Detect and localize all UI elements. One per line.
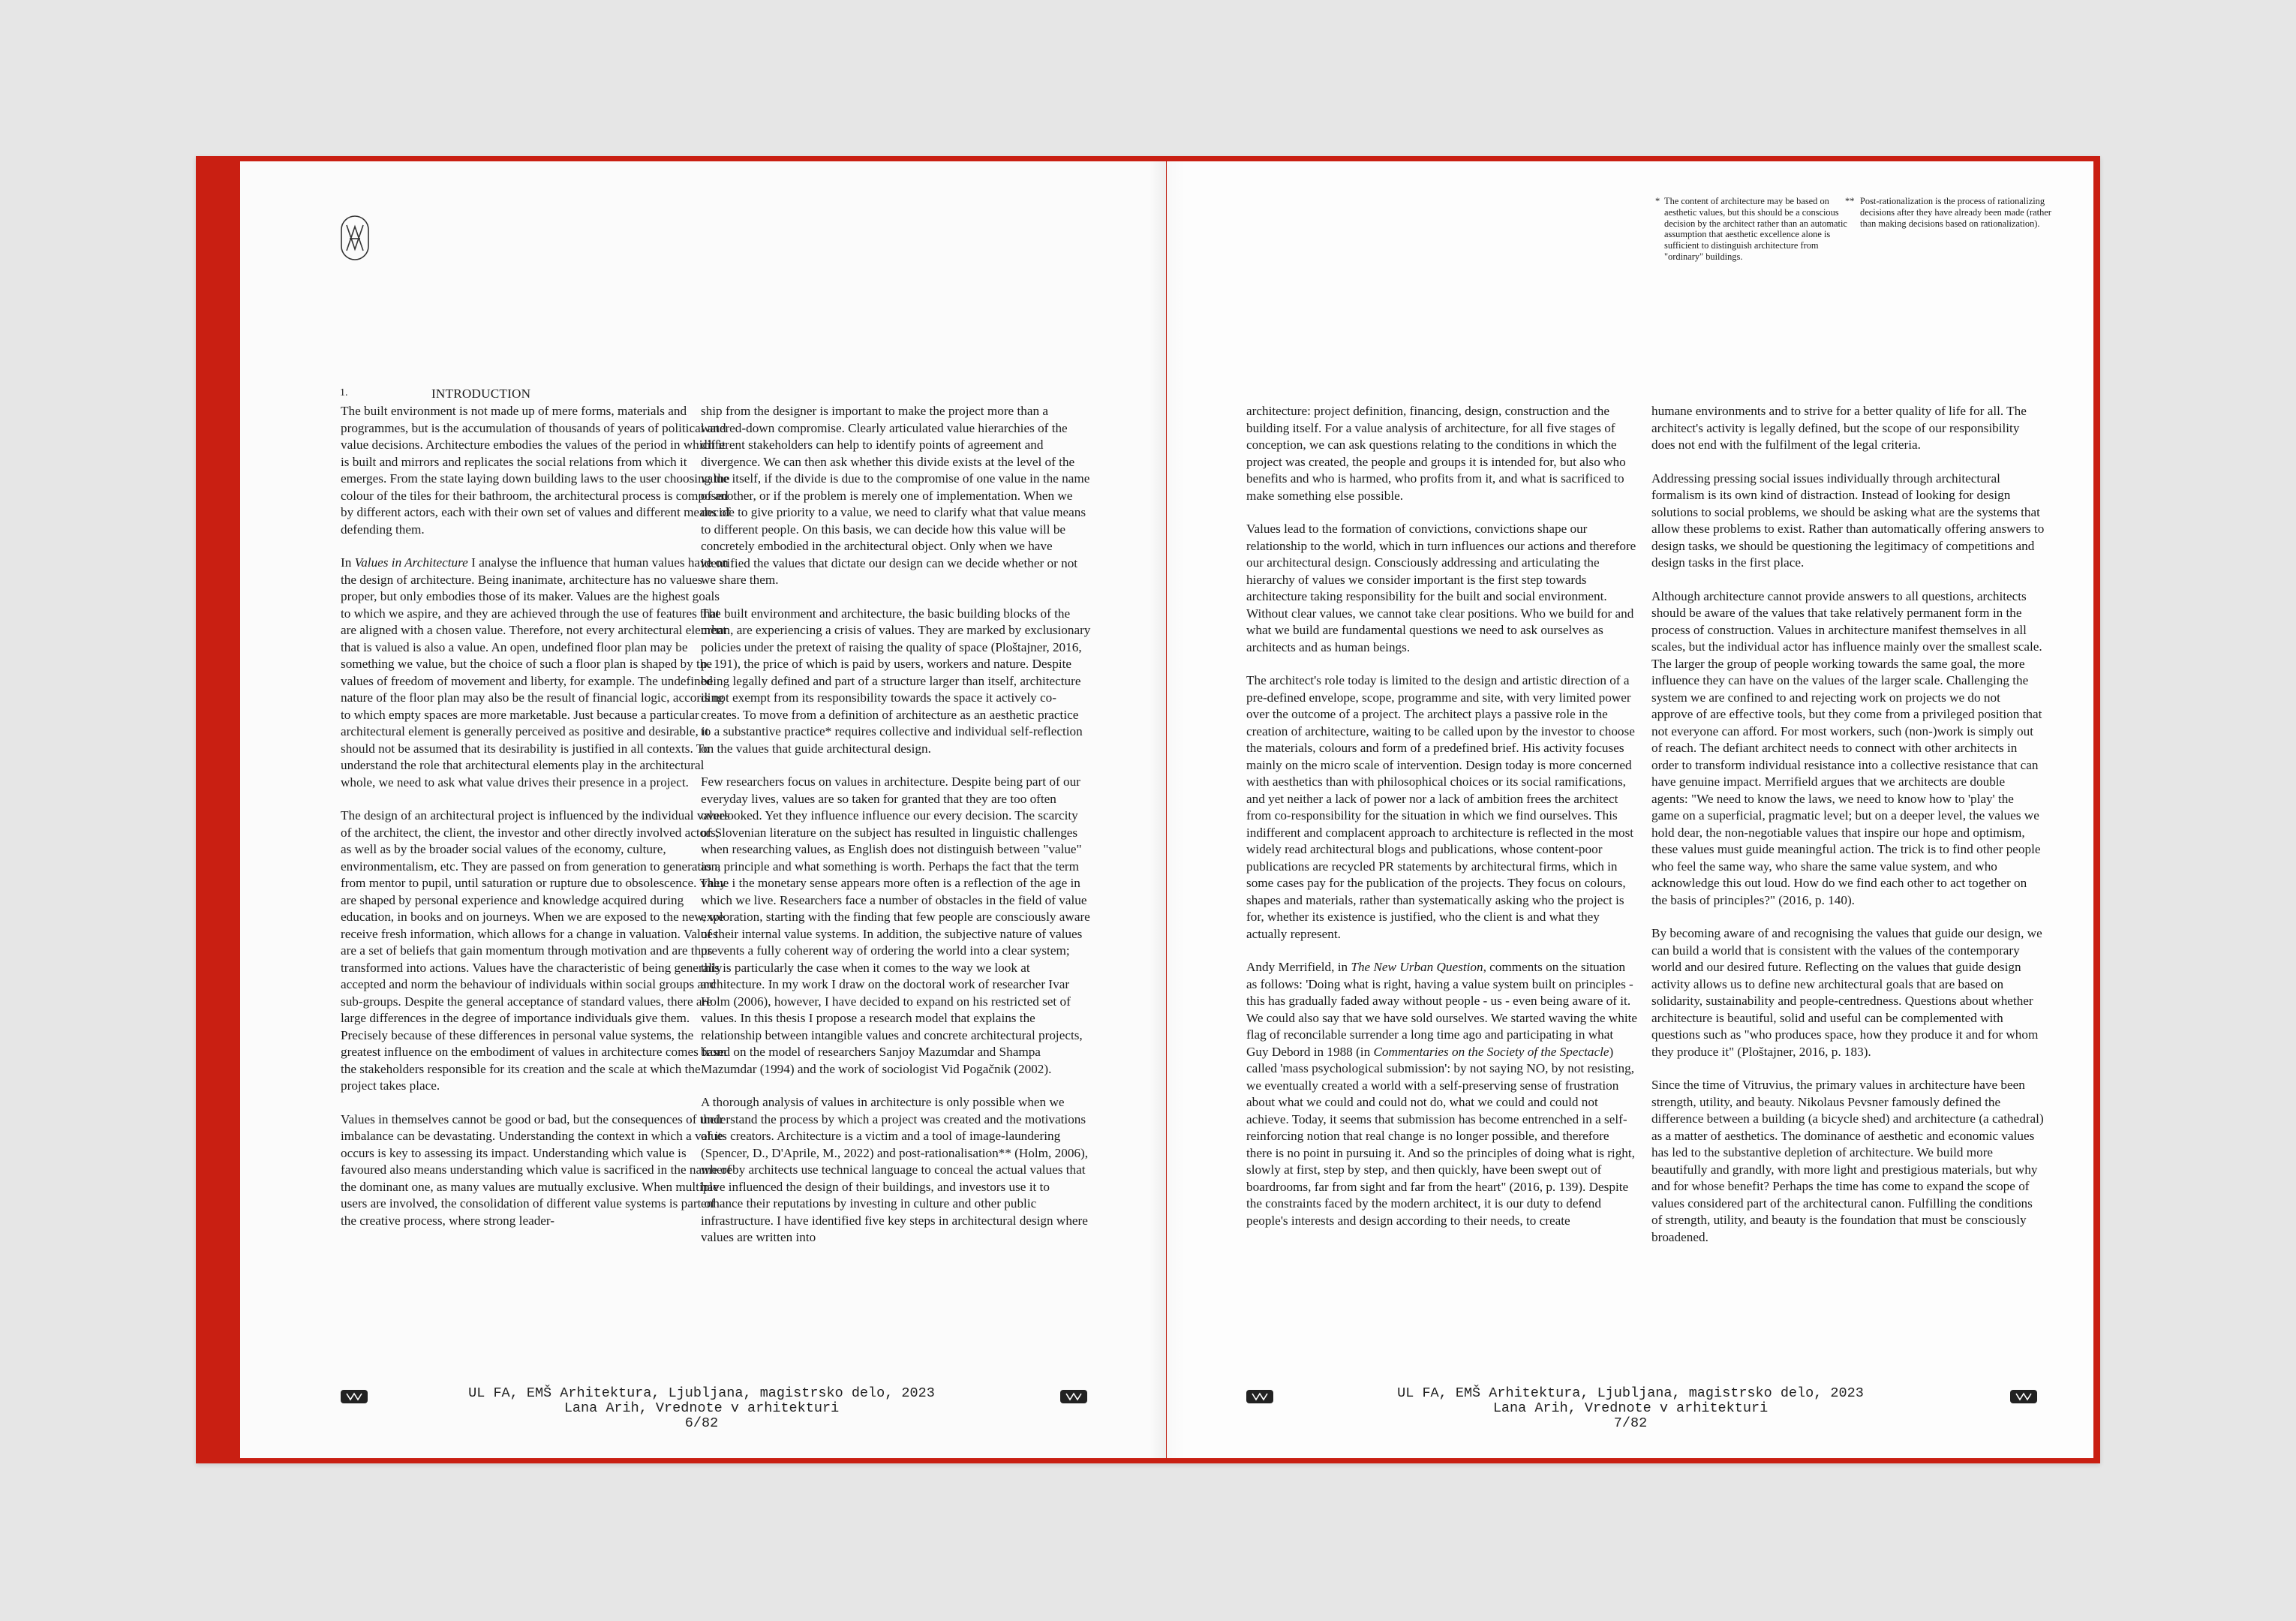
footer-line-1: UL FA, EMŠ Arhitektura, Ljubljana, magistrsko delo, 2023: [468, 1385, 935, 1401]
section-title: INTRODUCTION: [431, 386, 531, 401]
paragraph: Values lead to the formation of convictions, convictions shape our relationship to the world, which in turn influences our actions and therefore our architectural design. Consciously addressing and articulating the hierarchy of values we consider important is the first step towards architecture taking responsibility for the built and social environment. Without clear values, we cannot take clear positions. Who we build for and what we build are fundamental questions we need to ask ourselves as architects and as human beings.: [1246, 522, 1636, 654]
paragraph: By becoming aware of and recognising the values that guide our design, we can build a world that is consistent with the values of the contemporary world and our desired future. Reflecting on the values that guide design activity allows us to define new architectural goals that are based on solidarity, sustainability and people-centredness. Questions about whether architecture is beautiful, solid and useful can be complemented with questions such as "who produces space, how they produce it and for whom they produce it" (Ploštajner, 2016, p. 183).: [1651, 926, 2042, 1059]
av-badge-icon: [1060, 1390, 1087, 1403]
av-badge-icon: [2010, 1390, 2037, 1403]
paragraph: The design of an architectural project is influenced by the individual values of the architect, the client, the investor and other directly involved actors, as well as by the broader social values of the economy, culture, environmentalism, etc. They are passed on from generation to generation, from mentor to pupil, until saturation or rupture due to obsolescence. They are shaped by personal experience and knowledge acquired during education, in books and on journeys. When we are exposed to the new, we receive fresh information, which allows for a change in valuation. Values are a set of beliefs that gain momentum through motivation and are thus transformed into actions. Values have the characteristic of being generally accepted and norm the behaviour of individuals within social groups and sub-groups. Despite the general acceptance of standard values, there are large differences in the degree of importance individuals give them. Precisely because of these differences in personal value systems, the greatest influence on the embodiment of values in architecture comes from the stakeholders responsible for its creation and the scale at which the project takes place.: [341, 808, 730, 1093]
left-page: [240, 161, 1166, 1458]
paragraph: In Values in Architecture I analyse the influence that human values have on the design of architecture. Being inanimate, architecture has no values proper, but only embodies those of its maker. Values are the highest goals to which we aspire, and they are achieved through the use of features that are aligned with a chosen value. Therefore, not every architectural element that is valued is also a value. An open, undefined floor plan may be something we value, but the choice of such a floor plan is shaped by the values of freedom of movement and liberty, for example. The undefined nature of the floor plan may also be the result of financial logic, according to which empty spaces are more marketable. Just because a particular architectural element is generally perceived as positive and desirable, it should not be assumed that its desirability is justified in all contexts. To understand the role that architectural elements play in the architectural whole, we need to ask what value drives their presence in a project.: [341, 555, 729, 789]
paragraph: The built environment is not made up of mere forms, materials and programmes, but is the accumulation of thousands of years of political and value decisions. Architecture embodies the values of the period in which it is built and mirrors and replicates the social relations from which it emerges. From the state laying down building laws to the user choosing the colour of the tiles for their bathroom, the architectural process is composed by different actors, each with their own set of values and different means of defending them.: [341, 404, 731, 537]
paragraph: Since the time of Vitruvius, the primary values in architecture have been strength, utility, and beauty. Nikolaus Pevsner famously defined the difference between a building (a bicycle shed) and architecture (a cathedral) as a matter of aesthetics. The dominance of aesthetic and economic values has led to the substantive depletion of architecture. We build more beautifully and grandly, with more light and prestigious materials, but why and for whose benefit? Perhaps the time has come to expand the scope of values considered part of the architectural canon. Fulfilling the conditions of strength, utility, and beauty is the foundation that must be consciously broadened.: [1651, 1078, 2044, 1244]
paragraph: Addressing pressing social issues individually through architectural formalism is its own kind of distraction. Instead of looking for design solutions to social problems, we should be asking what are the systems that allow these problems to exist. Rather than automatically offering answers to design tasks, we should be questioning the legitimacy of competitions and design tasks in the first place.: [1651, 471, 2045, 570]
footnote-2: [1845, 196, 2057, 229]
footnote-mark: *: [1655, 196, 1660, 206]
book-spread: [196, 156, 2100, 1463]
page-footer-left: [416, 1386, 987, 1431]
footer-line-1: UL FA, EMŠ Arhitektura, Ljubljana, magistrsko delo, 2023: [1397, 1385, 1864, 1401]
section-number: 1.: [340, 387, 348, 398]
paragraph: ship from the designer is important to make the project more than a watered-down compromise. Clearly articulated value hierarchies of the different stakeholders can help to identify points of agreement and divergence. We can then ask whether this divide exists at the level of the value itself, if the divide is due to the compromise of one value in the name of another, or if the problem is merely one of implementation. When we decide to give priority to a value, we need to clarify what that value means to different people. On this basis, we can decide how this value will be concretely embodied in the architectural object. Only when we have identified the values that dictate our design can we decide whether or not we share them.: [701, 404, 1090, 587]
paragraph: humane environments and to strive for a better quality of life for all. The architect's activity is legally defined, but the scope of our responsibility does not end with the fulfilment of the legal criteria.: [1651, 404, 2027, 452]
footnote-text: The content of architecture may be based on aesthetic values, but this should be a conscious decision by the architect rather than an automatic assumption that aesthetic excellence alone is sufficient to distinguish architecture from "ordinary" buildings.: [1664, 196, 1847, 262]
text-column-right-2: [1651, 403, 2045, 1246]
text-column-right-1: [1246, 403, 1638, 1229]
footer-line-2: Lana Arih, Vrednote v arhitekturi: [1492, 1400, 1769, 1416]
paragraph: Although architecture cannot provide answers to all questions, architects should be aware of the values that take relatively permanent form in the process of construction. Values in architecture manifest themselves in all scales, but the individual actor has influence mainly over the smallest scale. The larger the group of people working towards the same goal, the more influence they can have on the values of the larger scale. Challenging the system we are confined to and rejecting work on projects we do not approve of are effective tools, but they come from a privileged position that not everyone can afford. For most workers, such (non-)work is simply out of reach. The defiant architect needs to connect with other architects in order to transform individual resistance into a collective resistance that can have genuine impact. Merrifield argues that we architects are double agents: "We need to know the laws, we need to know how to 'play' the game on a superficial, pragmatic level; but on a deeper level, the values we hold dear, the non-negotiable values that inspire our hope and optimism, these values must guide meaningful action. The trick is to find other people who feel the same way, who share the same value system, and who acknowledge this out loud. How do we find each other to act together on the basis of principles?" (2016, p. 140).: [1651, 588, 2042, 907]
paragraph: A thorough analysis of values in architecture is only possible when we understand the process by which a project was created and the motivations of its creators. Architecture is a victim and a tool of image-laundering (Spencer, D., D'Aprile, M., 2022) and post-rationalisation** (Holm, 2006), whereby architects use technical language to conceal the actual values that have influenced the design of their buildings, and investors use it to enhance their reputations by investing in culture and other public infrastructure. I have identified five key steps in architectural design where values are written into: [701, 1095, 1089, 1244]
text-column-left-1: [341, 403, 732, 1229]
av-badge-icon: [1246, 1390, 1273, 1403]
right-page: [1167, 161, 2093, 1458]
paragraph: Values in themselves cannot be good or bad, but the consequences of their imbalance can be devastating. Understanding the context in which a value occurs is key to assessing its impact. Understanding which value is favoured also means understanding which value is sacrificed in the name of the dominant one, as many values are mutually exclusive. When multiple users are involved, the consolidation of different value systems is part of the creative process, where strong leader-: [341, 1111, 732, 1228]
page-number: 7/82: [1613, 1415, 1648, 1431]
av-badge-icon: [341, 1390, 368, 1403]
paragraph: The built environment and architecture, the basic building blocks of the urban, are experiencing a crisis of values. They are marked by exclusionary policies under the pretext of raising the quality of space (Ploštajner, 2016, p. 191), the price of which is paid by users, workers and nature. Despite being legally defined and part of a structure larger than itself, architecture is not exempt from its responsibility towards the space it actively co-creates. To move from a definition of architecture as an aesthetic practice to a substantive practice* requires collective and individual self-reflection on the values that guide architectural design.: [701, 606, 1091, 756]
page-footer-right: [1345, 1386, 1916, 1431]
paragraph: The architect's role today is limited to the design and artistic direction of a pre-defined envelope, scope, programme and site, with very limited power over the outcome of a project. The architect plays a passive role in the creation of architecture, waiting to be called upon by the investor to choose the materials, colours and form of a predefined brief. His activity focuses mainly on the micro scale of intervention. Design today is more concerned with aesthetics than with philosophical choices or its social ramifications, and yet neither a lack of power nor a lack of ambition frees the architect from co-responsibility for the situation in which we find ourselves. This indifferent and complacent approach to architecture is reflected in the most widely read architectural blogs and publications, whose content-poor publications are recycled PR statements by architectural firms, which in some cases pay for the publication of the projects. They focus on colours, shapes and materials, rather than systematically asking who the project is for, whether its existence is justified, who the client is and what they actually represent.: [1246, 673, 1635, 941]
page-number: 6/82: [684, 1415, 719, 1431]
footnote-mark: **: [1845, 196, 1855, 206]
text-column-left-2: [701, 403, 1091, 1247]
av-monogram-icon: [340, 215, 370, 261]
footnote-1: [1655, 196, 1855, 263]
footer-line-2: Lana Arih, Vrednote v arhitekturi: [563, 1400, 840, 1416]
paragraph: Few researchers focus on values in architecture. Despite being part of our everyday lives, values are so taken for granted that they are too often overlooked. Yet they influence influence our every decision. The scarcity of Slovenian literature on the subject has resulted in linguistic challenges when researching values, as English does not distinguish between "value" as a principle and what something is worth. Perhaps the fact that the term value i the monetary sense appears more often is a reflection of the age in which we live. Researchers face a number of obstacles in the field of value exploration, starting with the finding that few people are consciously aware of their internal value systems. In addition, the subjective nature of values prevents a fully coherent way of ordering the world into a clear system; this is particularly the case when it comes to the way we look at architecture. In my work I draw on the doctoral work of researcher Ivar Holm (2006), however, I have decided to expand on his restricted set of values. In this thesis I propose a research model that explains the relationship between intangible values and concrete architectural projects, based on the model of researchers Sanjoy Mazumdar and Shampa Mazumdar (1994) and the work of sociologist Vid Pogačnik (2002).: [701, 774, 1090, 1076]
paragraph: Andy Merrifield, in The New Urban Question, comments on the situation as follows: 'Doing what is right, having a value system built on principles - this has gradually faded away without people - us - even being aware of it. We could also say that we have sold ourselves. We started waving the white flag of reconcilable surrender a long time ago and participating in what Guy Debord in 1988 (in Commentaries on the Society of the Spectacle) called 'mass psychological submission': by not saying NO, by not resisting, we eventually created a world with a self-preserving sense of frustration about what we could and could not do, what we could and could not achieve. Today, it seems that submission has become entrenched in a self-reinforcing notion that real change is no longer possible, and therefore there is no point in pursuing it. And so the principles of doing what is right, slowly at first, step by step, and then quickly, have been swept out of boardrooms, far from sight and far from the heart" (2016, p. 139). Despite the constraints faced by the modern architect, it is our duty to defend people's interests and design according to their needs, to create: [1246, 960, 1637, 1228]
paragraph: architecture: project definition, financing, design, construction and the building itself. For a value analysis of architecture, for all five stages of conception, we can ask questions relating to the conditions in which the project was created, the people and groups it is intended for, but also who benefits and who is harmed, who profits from it, and what is sacrificed to make something else possible.: [1246, 404, 1626, 503]
footnote-text: Post-rationalization is the process of rationalizing decisions after they have already been made (rather than making decisions based on rationalization).: [1860, 196, 2051, 229]
